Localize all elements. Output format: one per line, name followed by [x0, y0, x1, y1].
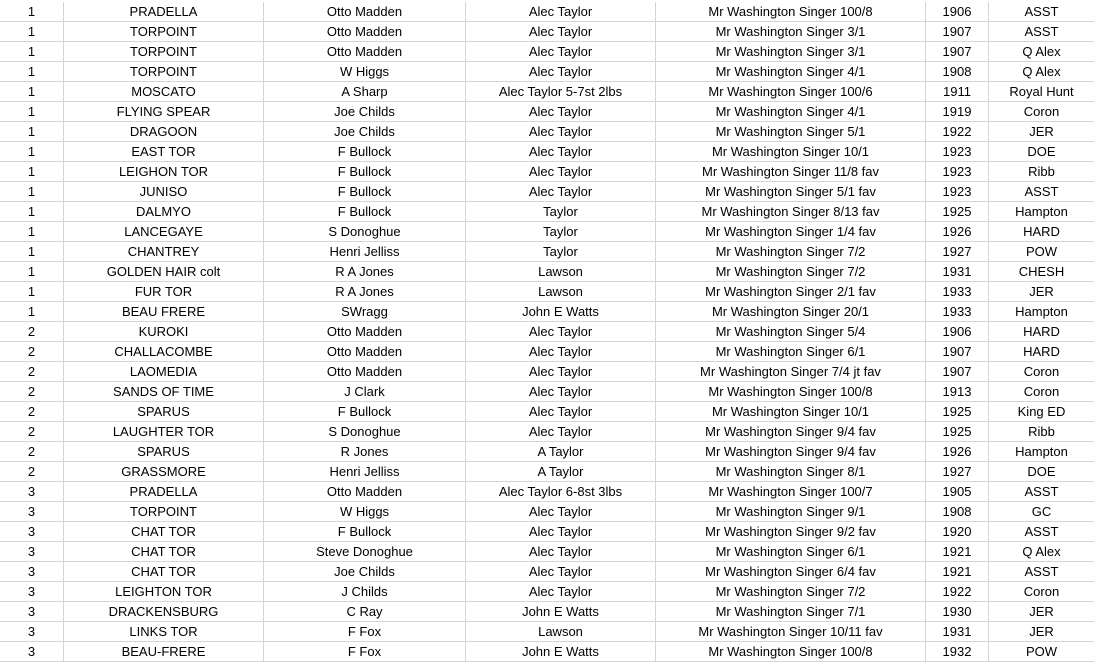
jockey-cell[interactable]: F Fox — [264, 642, 466, 661]
race-cell[interactable]: Coron — [1023, 384, 1060, 399]
horse-cell[interactable]: PRADELLA — [64, 482, 264, 501]
table-row — [0, 562, 1094, 582]
table-row — [0, 2, 1094, 22]
trainer-cell[interactable]: Alec Taylor — [466, 122, 656, 141]
trainer-cell[interactable]: Alec Taylor — [466, 502, 656, 521]
trainer-cell[interactable]: Alec Taylor — [466, 162, 656, 181]
horse-cell[interactable]: FUR TOR — [64, 282, 264, 301]
year-cell[interactable]: 1925 — [926, 422, 989, 441]
race-cell[interactable]: ASST — [1024, 524, 1059, 539]
trainer-cell[interactable]: Taylor — [466, 202, 656, 221]
horse-cell[interactable]: CHAT TOR — [64, 522, 264, 541]
year-cell[interactable]: 1911 — [926, 82, 989, 101]
place-cell[interactable]: 3 — [0, 642, 64, 661]
table-row — [0, 482, 1094, 502]
table-row — [0, 122, 1094, 142]
owner-odds-cell[interactable]: Mr Washington Singer 7/1 — [656, 602, 926, 621]
jockey-cell[interactable]: S Donoghue — [264, 422, 466, 441]
year-cell[interactable]: 1925 — [926, 402, 989, 421]
race-cell[interactable]: GC — [1031, 504, 1052, 519]
jockey-cell[interactable]: Otto Madden — [264, 482, 466, 501]
place-cell[interactable]: 3 — [0, 602, 64, 621]
trainer-cell[interactable]: Alec Taylor — [466, 322, 656, 341]
horse-cell[interactable]: GRASSMORE — [64, 462, 264, 481]
owner-odds-cell[interactable]: Mr Washington Singer 6/1 — [656, 542, 926, 561]
year-cell[interactable]: 1927 — [926, 242, 989, 261]
table-row — [0, 362, 1094, 382]
place-cell[interactable]: 3 — [0, 482, 64, 501]
table-row — [0, 182, 1094, 202]
place-cell[interactable]: 3 — [0, 502, 64, 521]
horse-cell[interactable]: LEIGHTON TOR — [64, 582, 264, 601]
place-cell[interactable]: 1 — [0, 2, 64, 21]
spreadsheet-grid — [0, 2, 1094, 662]
jockey-cell[interactable]: F Bullock — [264, 142, 466, 161]
place-cell[interactable]: 1 — [0, 82, 64, 101]
horse-cell[interactable]: SPARUS — [64, 402, 264, 421]
table-row — [0, 322, 1094, 342]
race-cell[interactable]: Hampton — [1015, 444, 1068, 459]
race-cell[interactable]: JER — [1029, 604, 1054, 619]
race-cell[interactable]: HARD — [1023, 344, 1060, 359]
owner-odds-cell[interactable]: Mr Washington Singer 100/6 — [656, 82, 926, 101]
table-row — [0, 622, 1094, 642]
trainer-cell[interactable]: Alec Taylor — [466, 542, 656, 561]
jockey-cell[interactable]: S Donoghue — [264, 222, 466, 241]
race-cell[interactable]: DOE — [1027, 464, 1056, 479]
owner-odds-cell[interactable]: Mr Washington Singer 2/1 fav — [656, 282, 926, 301]
year-cell[interactable]: 1908 — [926, 62, 989, 81]
table-row — [0, 162, 1094, 182]
owner-odds-cell[interactable]: Mr Washington Singer 20/1 — [656, 302, 926, 321]
year-cell[interactable]: 1907 — [926, 342, 989, 361]
table-row — [0, 62, 1094, 82]
year-cell[interactable]: 1906 — [926, 322, 989, 341]
trainer-cell[interactable]: A Taylor — [466, 442, 656, 461]
jockey-cell[interactable]: F Bullock — [264, 402, 466, 421]
table-row — [0, 422, 1094, 442]
horse-cell[interactable]: BEAU-FRERE — [64, 642, 264, 661]
race-cell[interactable]: HARD — [1023, 224, 1060, 239]
trainer-cell[interactable]: John E Watts — [466, 642, 656, 661]
horse-cell[interactable]: LINKS TOR — [64, 622, 264, 641]
table-row — [0, 262, 1094, 282]
place-cell[interactable]: 3 — [0, 622, 64, 641]
horse-cell[interactable]: CHAT TOR — [64, 562, 264, 581]
horse-cell[interactable]: GOLDEN HAIR colt — [64, 262, 264, 281]
race-cell[interactable]: Q Alex — [1022, 544, 1061, 559]
jockey-cell[interactable]: Henri Jelliss — [264, 462, 466, 481]
owner-odds-cell[interactable]: Mr Washington Singer 5/1 — [656, 122, 926, 141]
place-cell[interactable]: 1 — [0, 142, 64, 161]
table-row — [0, 222, 1094, 242]
table-row — [0, 522, 1094, 542]
table-row — [0, 282, 1094, 302]
jockey-cell[interactable]: W Higgs — [264, 502, 466, 521]
owner-odds-cell[interactable]: Mr Washington Singer 9/4 fav — [656, 422, 926, 441]
jockey-cell[interactable]: Henri Jelliss — [264, 242, 466, 261]
year-cell[interactable]: 1906 — [926, 2, 989, 21]
race-cell[interactable]: POW — [1025, 244, 1058, 259]
table-row — [0, 302, 1094, 322]
place-cell[interactable]: 1 — [0, 202, 64, 221]
jockey-cell[interactable]: Joe Childs — [264, 102, 466, 121]
year-cell[interactable]: 1933 — [926, 282, 989, 301]
owner-odds-cell[interactable]: Mr Washington Singer 8/13 fav — [656, 202, 926, 221]
race-cell[interactable]: JER — [1029, 624, 1054, 639]
horse-cell[interactable]: LAUGHTER TOR — [64, 422, 264, 441]
table-row — [0, 142, 1094, 162]
owner-odds-cell[interactable]: Mr Washington Singer 100/8 — [656, 642, 926, 661]
place-cell[interactable]: 2 — [0, 442, 64, 461]
trainer-cell[interactable]: Alec Taylor — [466, 42, 656, 61]
year-cell[interactable]: 1913 — [926, 382, 989, 401]
jockey-cell[interactable]: Joe Childs — [264, 122, 466, 141]
table-row — [0, 342, 1094, 362]
place-cell[interactable]: 1 — [0, 182, 64, 201]
trainer-cell[interactable]: Alec Taylor 6-8st 3lbs — [466, 482, 656, 501]
place-cell[interactable]: 1 — [0, 242, 64, 261]
race-cell[interactable]: POW — [1025, 644, 1058, 659]
horse-cell[interactable]: DRACKENSBURG — [64, 602, 264, 621]
table-row — [0, 102, 1094, 122]
race-cell[interactable]: JER — [1029, 124, 1054, 139]
year-cell[interactable]: 1927 — [926, 462, 989, 481]
owner-odds-cell[interactable]: Mr Washington Singer 9/1 — [656, 502, 926, 521]
table-row — [0, 602, 1094, 622]
jockey-cell[interactable]: Otto Madden — [264, 362, 466, 381]
horse-cell[interactable]: JUNISO — [64, 182, 264, 201]
year-cell[interactable]: 1907 — [926, 362, 989, 381]
year-cell[interactable]: 1908 — [926, 502, 989, 521]
race-cell[interactable]: JER — [1029, 284, 1054, 299]
table-row — [0, 542, 1094, 562]
place-cell[interactable]: 1 — [0, 22, 64, 41]
place-cell[interactable]: 2 — [0, 322, 64, 341]
place-cell[interactable]: 1 — [0, 222, 64, 241]
table-row — [0, 82, 1094, 102]
horse-cell[interactable]: TORPOINT — [64, 42, 264, 61]
place-cell[interactable]: 3 — [0, 542, 64, 561]
year-cell[interactable]: 1933 — [926, 302, 989, 321]
horse-cell[interactable]: EAST TOR — [64, 142, 264, 161]
jockey-cell[interactable]: Otto Madden — [264, 22, 466, 41]
race-cell[interactable]: ASST — [1024, 24, 1059, 39]
race-cell[interactable]: ASST — [1024, 484, 1059, 499]
jockey-cell[interactable]: F Bullock — [264, 202, 466, 221]
trainer-cell[interactable]: Alec Taylor — [466, 382, 656, 401]
jockey-cell[interactable]: R Jones — [264, 442, 466, 461]
owner-odds-cell[interactable]: Mr Washington Singer 8/1 — [656, 462, 926, 481]
horse-cell[interactable]: TORPOINT — [64, 502, 264, 521]
place-cell[interactable]: 1 — [0, 262, 64, 281]
owner-odds-cell[interactable]: Mr Washington Singer 10/1 — [656, 402, 926, 421]
jockey-cell[interactable]: F Bullock — [264, 162, 466, 181]
trainer-cell[interactable]: Alec Taylor — [466, 22, 656, 41]
year-cell[interactable]: 1920 — [926, 522, 989, 541]
table-row — [0, 642, 1094, 662]
table-row — [0, 462, 1094, 482]
owner-odds-cell[interactable]: Mr Washington Singer 5/4 — [656, 322, 926, 341]
owner-odds-cell[interactable]: Mr Washington Singer 6/1 — [656, 342, 926, 361]
jockey-cell[interactable]: W Higgs — [264, 62, 466, 81]
table-row — [0, 202, 1094, 222]
race-cell[interactable]: King ED — [1017, 404, 1066, 419]
year-cell[interactable]: 1930 — [926, 602, 989, 621]
trainer-cell[interactable]: John E Watts — [466, 602, 656, 621]
place-cell[interactable]: 2 — [0, 362, 64, 381]
owner-odds-cell[interactable]: Mr Washington Singer 100/7 — [656, 482, 926, 501]
trainer-cell[interactable]: Alec Taylor — [466, 102, 656, 121]
place-cell[interactable]: 1 — [0, 102, 64, 121]
owner-odds-cell[interactable]: Mr Washington Singer 3/1 — [656, 22, 926, 41]
race-cell[interactable]: Q Alex — [1022, 64, 1061, 79]
table-row — [0, 502, 1094, 522]
horse-cell[interactable]: LANCEGAYE — [64, 222, 264, 241]
place-cell[interactable]: 3 — [0, 582, 64, 601]
horse-cell[interactable]: LAOMEDIA — [64, 362, 264, 381]
year-cell[interactable]: 1931 — [926, 622, 989, 641]
owner-odds-cell[interactable]: Mr Washington Singer 4/1 — [656, 102, 926, 121]
place-cell[interactable]: 1 — [0, 302, 64, 321]
horse-cell[interactable]: FLYING SPEAR — [64, 102, 264, 121]
trainer-cell[interactable]: Alec Taylor — [466, 182, 656, 201]
horse-cell[interactable]: CHAT TOR — [64, 542, 264, 561]
place-cell[interactable]: 1 — [0, 62, 64, 81]
owner-odds-cell[interactable]: Mr Washington Singer 11/8 fav — [656, 162, 926, 181]
horse-cell[interactable]: MOSCATO — [64, 82, 264, 101]
race-cell[interactable]: Coron — [1023, 584, 1060, 599]
trainer-cell[interactable]: John E Watts — [466, 302, 656, 321]
jockey-cell[interactable]: F Bullock — [264, 522, 466, 541]
table-row — [0, 242, 1094, 262]
trainer-cell[interactable]: Alec Taylor — [466, 422, 656, 441]
owner-odds-cell[interactable]: Mr Washington Singer 1/4 fav — [656, 222, 926, 241]
year-cell[interactable]: 1922 — [926, 122, 989, 141]
jockey-cell[interactable]: Otto Madden — [264, 342, 466, 361]
owner-odds-cell[interactable]: Mr Washington Singer 5/1 fav — [656, 182, 926, 201]
jockey-cell[interactable]: F Bullock — [264, 182, 466, 201]
race-cell[interactable]: ASST — [1024, 4, 1059, 19]
horse-cell[interactable]: CHANTREY — [64, 242, 264, 261]
horse-cell[interactable]: TORPOINT — [64, 22, 264, 41]
trainer-cell[interactable]: Alec Taylor — [466, 582, 656, 601]
owner-odds-cell[interactable]: Mr Washington Singer 100/8 — [656, 2, 926, 21]
trainer-cell[interactable]: Alec Taylor — [466, 62, 656, 81]
jockey-cell[interactable]: F Fox — [264, 622, 466, 641]
trainer-cell[interactable]: Alec Taylor — [466, 522, 656, 541]
owner-odds-cell[interactable]: Mr Washington Singer 7/2 — [656, 262, 926, 281]
race-cell[interactable]: Royal Hunt — [1009, 84, 1074, 99]
jockey-cell[interactable]: Otto Madden — [264, 2, 466, 21]
place-cell[interactable]: 1 — [0, 282, 64, 301]
trainer-cell[interactable]: Alec Taylor — [466, 402, 656, 421]
jockey-cell[interactable]: Steve Donoghue — [264, 542, 466, 561]
year-cell[interactable]: 1905 — [926, 482, 989, 501]
owner-odds-cell[interactable]: Mr Washington Singer 7/2 — [656, 242, 926, 261]
year-cell[interactable]: 1931 — [926, 262, 989, 281]
race-cell[interactable]: Hampton — [1015, 204, 1068, 219]
owner-odds-cell[interactable]: Mr Washington Singer 10/11 fav — [656, 622, 926, 641]
owner-odds-cell[interactable]: Mr Washington Singer 3/1 — [656, 42, 926, 61]
year-cell[interactable]: 1923 — [926, 162, 989, 181]
jockey-cell[interactable]: Otto Madden — [264, 42, 466, 61]
owner-odds-cell[interactable]: Mr Washington Singer 6/4 fav — [656, 562, 926, 581]
year-cell[interactable]: 1921 — [926, 542, 989, 561]
trainer-cell[interactable]: Alec Taylor — [466, 562, 656, 581]
table-row — [0, 582, 1094, 602]
race-cell[interactable]: Coron — [1023, 364, 1060, 379]
horse-cell[interactable]: TORPOINT — [64, 62, 264, 81]
place-cell[interactable]: 2 — [0, 462, 64, 481]
place-cell[interactable]: 2 — [0, 342, 64, 361]
place-cell[interactable]: 1 — [0, 122, 64, 141]
race-cell[interactable]: ASST — [1024, 564, 1059, 579]
owner-odds-cell[interactable]: Mr Washington Singer 10/1 — [656, 142, 926, 161]
jockey-cell[interactable]: SWragg — [264, 302, 466, 321]
table-row — [0, 382, 1094, 402]
jockey-cell[interactable]: Otto Madden — [264, 322, 466, 341]
owner-odds-cell[interactable]: Mr Washington Singer 7/4 jt fav — [656, 362, 926, 381]
trainer-cell[interactable]: Alec Taylor — [466, 142, 656, 161]
year-cell[interactable]: 1921 — [926, 562, 989, 581]
year-cell[interactable]: 1923 — [926, 182, 989, 201]
place-cell[interactable]: 1 — [0, 162, 64, 181]
trainer-cell[interactable]: Taylor — [466, 242, 656, 261]
owner-odds-cell[interactable]: Mr Washington Singer 4/1 — [656, 62, 926, 81]
year-cell[interactable]: 1926 — [926, 442, 989, 461]
jockey-cell[interactable]: Joe Childs — [264, 562, 466, 581]
year-cell[interactable]: 1907 — [926, 42, 989, 61]
race-cell[interactable]: Hampton — [1015, 304, 1068, 319]
place-cell[interactable]: 2 — [0, 402, 64, 421]
table-row — [0, 42, 1094, 62]
trainer-cell[interactable]: Alec Taylor 5-7st 2lbs — [466, 82, 656, 101]
race-cell[interactable]: Ribb — [1028, 424, 1055, 439]
race-cell[interactable]: ASST — [1024, 184, 1059, 199]
year-cell[interactable]: 1907 — [926, 22, 989, 41]
horse-cell[interactable]: LEIGHON TOR — [64, 162, 264, 181]
year-cell[interactable]: 1923 — [926, 142, 989, 161]
trainer-cell[interactable]: Alec Taylor — [466, 342, 656, 361]
race-cell[interactable]: Q Alex — [1022, 44, 1061, 59]
jockey-cell[interactable]: R A Jones — [264, 282, 466, 301]
owner-odds-cell[interactable]: Mr Washington Singer 9/4 fav — [656, 442, 926, 461]
trainer-cell[interactable]: Lawson — [466, 282, 656, 301]
table-row — [0, 402, 1094, 422]
owner-odds-cell[interactable]: Mr Washington Singer 100/8 — [656, 382, 926, 401]
place-cell[interactable]: 2 — [0, 382, 64, 401]
horse-cell[interactable]: SANDS OF TIME — [64, 382, 264, 401]
jockey-cell[interactable]: C Ray — [264, 602, 466, 621]
trainer-cell[interactable]: Lawson — [466, 262, 656, 281]
horse-cell[interactable]: KUROKI — [64, 322, 264, 341]
jockey-cell[interactable]: A Sharp — [264, 82, 466, 101]
owner-odds-cell[interactable]: Mr Washington Singer 7/2 — [656, 582, 926, 601]
jockey-cell[interactable]: R A Jones — [264, 262, 466, 281]
trainer-cell[interactable]: A Taylor — [466, 462, 656, 481]
horse-cell[interactable]: BEAU FRERE — [64, 302, 264, 321]
horse-cell[interactable]: CHALLACOMBE — [64, 342, 264, 361]
race-cell[interactable]: Coron — [1023, 104, 1060, 119]
table-row — [0, 442, 1094, 462]
year-cell[interactable]: 1925 — [926, 202, 989, 221]
year-cell[interactable]: 1922 — [926, 582, 989, 601]
place-cell[interactable]: 3 — [0, 562, 64, 581]
jockey-cell[interactable]: J Clark — [264, 382, 466, 401]
place-cell[interactable]: 3 — [0, 522, 64, 541]
race-cell[interactable]: HARD — [1023, 324, 1060, 339]
race-cell[interactable]: Ribb — [1028, 164, 1055, 179]
trainer-cell[interactable]: Lawson — [466, 622, 656, 641]
jockey-cell[interactable]: J Childs — [264, 582, 466, 601]
horse-cell[interactable]: PRADELLA — [64, 2, 264, 21]
trainer-cell[interactable]: Taylor — [466, 222, 656, 241]
horse-cell[interactable]: SPARUS — [64, 442, 264, 461]
place-cell[interactable]: 2 — [0, 422, 64, 441]
horse-cell[interactable]: DALMYO — [64, 202, 264, 221]
race-cell[interactable]: DOE — [1027, 144, 1056, 159]
horse-cell[interactable]: DRAGOON — [64, 122, 264, 141]
year-cell[interactable]: 1926 — [926, 222, 989, 241]
trainer-cell[interactable]: Alec Taylor — [466, 362, 656, 381]
year-cell[interactable]: 1919 — [926, 102, 989, 121]
table-row — [0, 22, 1094, 42]
race-cell[interactable]: CHESH — [1018, 264, 1065, 279]
trainer-cell[interactable]: Alec Taylor — [466, 2, 656, 21]
place-cell[interactable]: 1 — [0, 42, 64, 61]
year-cell[interactable]: 1932 — [926, 642, 989, 661]
owner-odds-cell[interactable]: Mr Washington Singer 9/2 fav — [656, 522, 926, 541]
